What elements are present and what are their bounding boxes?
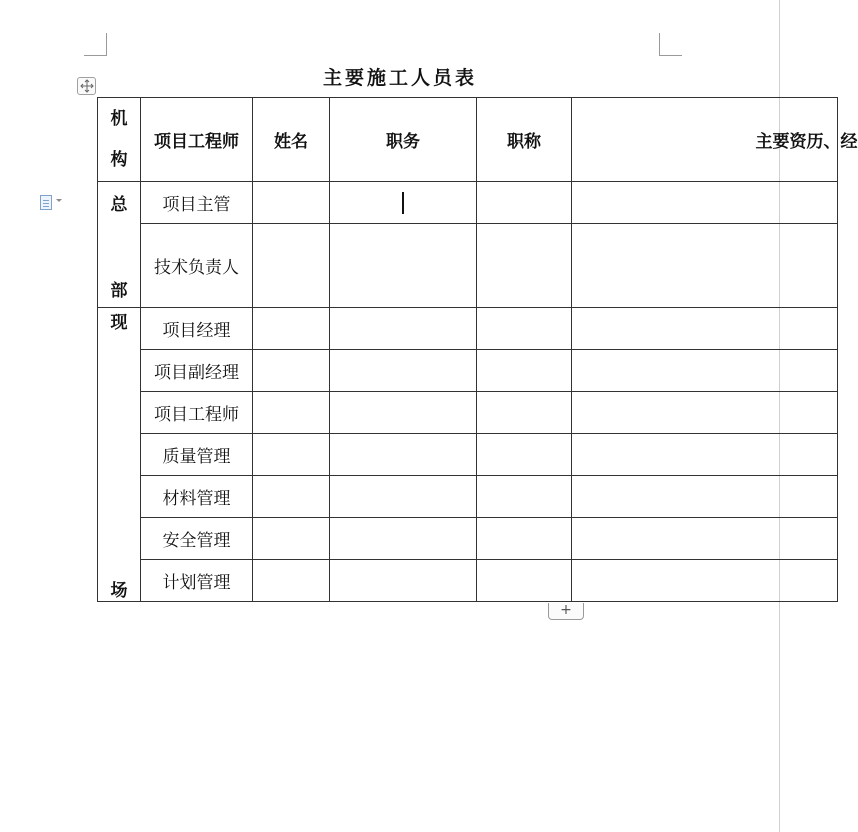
cell-duty[interactable] [330, 476, 477, 518]
cell-duty[interactable] [330, 224, 477, 308]
cell-name[interactable] [253, 392, 330, 434]
cell-duty[interactable] [330, 392, 477, 434]
cell-duty[interactable] [330, 350, 477, 392]
cell-role[interactable]: 项目工程师 [141, 392, 253, 434]
group-hq-bottom: 部 [110, 281, 128, 301]
cell-role[interactable]: 计划管理 [141, 560, 253, 602]
cell-rank[interactable] [477, 434, 572, 476]
cell-role[interactable]: 安全管理 [141, 518, 253, 560]
cell-name[interactable] [253, 308, 330, 350]
group-site-bottom: 场 [110, 581, 128, 601]
cell-resume[interactable] [572, 350, 838, 392]
crop-mark-top-right [659, 33, 682, 56]
add-row-button[interactable]: + [548, 603, 584, 620]
page-title: 主要施工人员表 [322, 67, 477, 89]
text-cursor [402, 192, 404, 214]
cell-role[interactable]: 质量管理 [141, 434, 253, 476]
dropdown-caret-icon [56, 199, 62, 202]
table-row [98, 182, 838, 224]
cell-rank[interactable] [477, 560, 572, 602]
cell-duty[interactable] [330, 560, 477, 602]
cell-duty[interactable] [330, 518, 477, 560]
header-org[interactable] [98, 98, 141, 182]
table-header-row [98, 98, 838, 182]
header-org-top: 机 [110, 108, 128, 129]
cell-name[interactable] [253, 350, 330, 392]
cell-rank[interactable] [477, 476, 572, 518]
cell-rank[interactable] [477, 350, 572, 392]
cell-resume[interactable] [572, 308, 838, 350]
table-row [98, 476, 838, 518]
group-site[interactable] [98, 308, 141, 602]
cell-role[interactable]: 技术负责人 [141, 224, 253, 308]
cell-role[interactable]: 材料管理 [141, 476, 253, 518]
cell-name[interactable] [253, 476, 330, 518]
cell-rank[interactable] [477, 518, 572, 560]
header-org-bottom: 构 [110, 149, 128, 170]
header-resume[interactable] [572, 98, 858, 182]
cell-resume[interactable] [572, 476, 838, 518]
table-row [98, 392, 838, 434]
table-row [98, 434, 838, 476]
cell-name[interactable] [253, 434, 330, 476]
cell-name[interactable] [253, 560, 330, 602]
cell-resume[interactable] [572, 560, 838, 602]
group-site-top: 现 [110, 313, 128, 333]
header-role[interactable]: 项目工程师 [141, 98, 253, 182]
table-row [98, 350, 838, 392]
cell-role[interactable]: 项目主管 [141, 182, 253, 224]
cell-rank[interactable] [477, 308, 572, 350]
cell-duty-active[interactable] [330, 182, 477, 224]
cell-rank[interactable] [477, 182, 572, 224]
table-row [98, 308, 838, 350]
document-icon[interactable] [38, 194, 62, 210]
table-row [98, 224, 838, 308]
cell-resume[interactable] [572, 392, 838, 434]
table-move-handle[interactable] [77, 77, 96, 95]
header-name[interactable]: 姓名 [253, 98, 330, 182]
group-hq[interactable] [98, 182, 141, 308]
table-row [98, 518, 838, 560]
cell-resume[interactable] [572, 224, 838, 308]
cell-role[interactable]: 项目副经理 [141, 350, 253, 392]
cell-resume[interactable] [572, 182, 838, 224]
move-arrows-icon [80, 79, 94, 93]
cell-name[interactable] [253, 224, 330, 308]
crop-mark-top-left [84, 33, 107, 56]
cell-duty[interactable] [330, 308, 477, 350]
cell-rank[interactable] [477, 224, 572, 308]
header-rank[interactable]: 职称 [477, 98, 572, 182]
cell-rank[interactable] [477, 392, 572, 434]
cell-name[interactable] [253, 182, 330, 224]
group-hq-top: 总 [110, 195, 128, 215]
header-duty[interactable]: 职务 [330, 98, 477, 182]
cell-role[interactable]: 项目经理 [141, 308, 253, 350]
cell-resume[interactable] [572, 518, 838, 560]
header-resume-text: 主要资历、经 [755, 132, 858, 152]
staff-table [97, 97, 858, 602]
cell-resume[interactable] [572, 434, 838, 476]
table-row [98, 560, 838, 602]
cell-duty[interactable] [330, 434, 477, 476]
cell-name[interactable] [253, 518, 330, 560]
